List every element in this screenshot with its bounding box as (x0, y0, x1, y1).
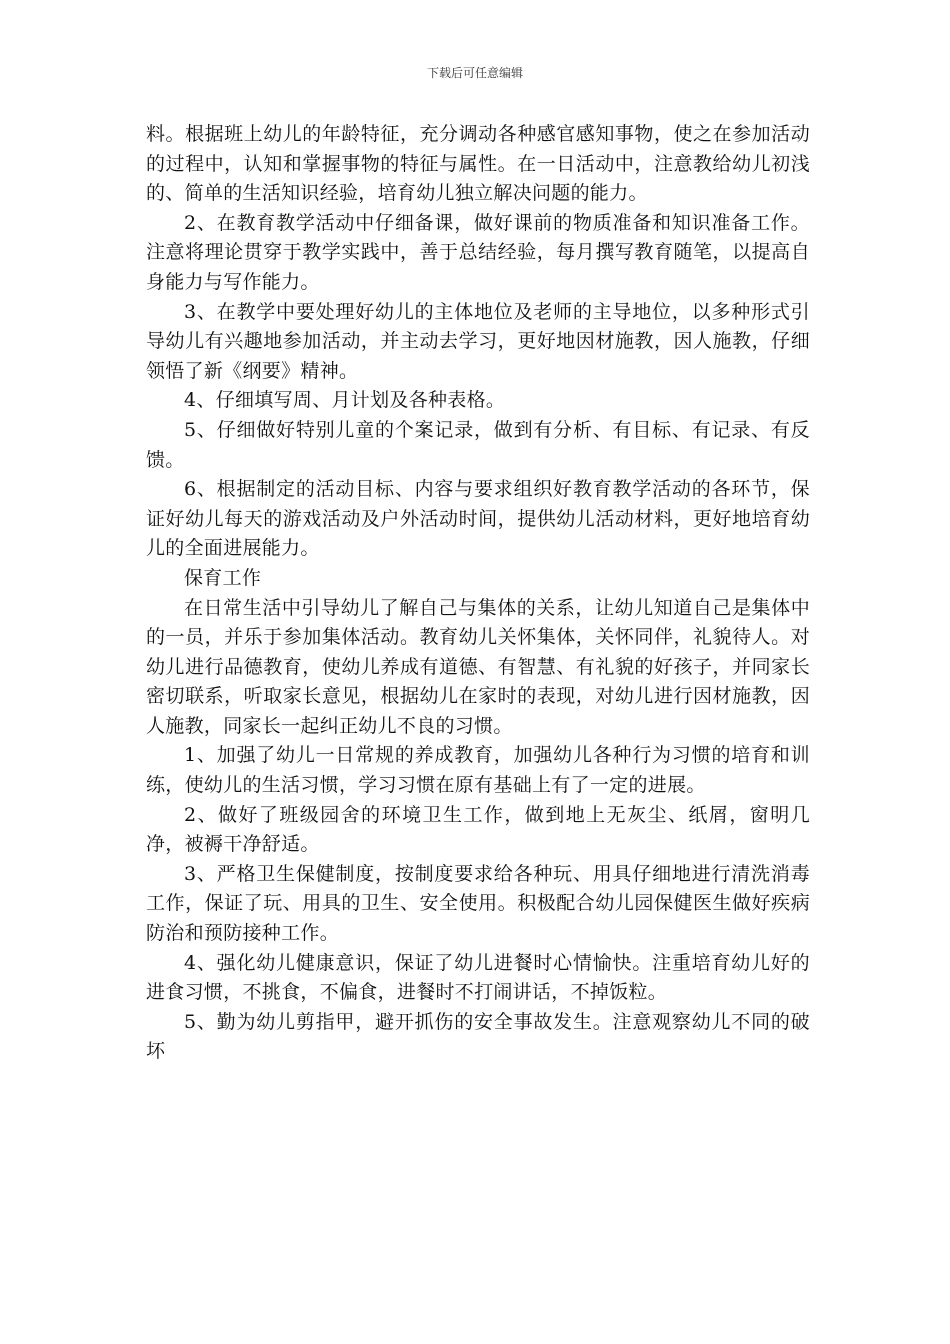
paragraph: 5、仔细做好特别儿童的个案记录，做到有分析、有目标、有记录、有反馈。 (146, 418, 810, 471)
paragraph: 4、强化幼儿健康意识，保证了幼儿进餐时心情愉快。注重培育幼儿好的进食习惯，不挑食，不偏食，进餐时不打闹讲话，不掉饭粒。 (146, 951, 810, 1004)
paragraph: 料。根据班上幼儿的年龄特征，充分调动各种感官感知事物，使之在参加活动的过程中，认知和掌握事物的特征与属性。在一日活动中，注意教给幼儿初浅的、简单的生活知识经验，培育幼儿独立解决问题的能力。 (146, 123, 810, 205)
paragraph: 1、加强了幼儿一日常规的养成教育，加强幼儿各种行为习惯的培育和训练，使幼儿的生活习惯，学习习惯在原有基础上有了一定的进展。 (146, 744, 810, 797)
paragraph: 2、做好了班级园舍的环境卫生工作，做到地上无灰尘、纸屑，窗明几净，被褥干净舒适。 (146, 803, 810, 856)
paragraph: 在日常生活中引导幼儿了解自己与集体的关系，让幼儿知道自己是集体中的一员，并乐于参加集体活动。教育幼儿关怀集体，关怀同伴，礼貌待人。对幼儿进行品德教育，使幼儿养成有道德、有智慧、有礼貌的好孩子，并同家长密切联系，听取家长意见，根据幼儿在家时的表现，对幼儿进行因材施教，因人施教，同家长一起纠正幼儿不良的习惯。 (146, 596, 810, 737)
paragraph: 4、仔细填写周、月计划及各种表格。 (184, 389, 506, 412)
page-header: 下载后可任意编辑 (426, 66, 523, 80)
paragraph: 2、在教育教学活动中仔细备课，做好课前的物质准备和知识准备工作。注意将理论贯穿于教学实践中，善于总结经验，每月撰写教育随笔，以提高自身能力与写作能力。 (146, 211, 810, 293)
paragraph: 6、根据制定的活动目标、内容与要求组织好教育教学活动的各环节，保证好幼儿每天的游戏活动及户外活动时间，提供幼儿活动材料，更好地培育幼儿的全面进展能力。 (146, 478, 810, 560)
paragraph: 3、在教学中要处理好幼儿的主体地位及老师的主导地位，以多种形式引导幼儿有兴趣地参加活动，并主动去学习，更好地因材施教，因人施教，仔细领悟了新《纲要》精神。 (146, 300, 810, 382)
section-heading: 保育工作 (184, 566, 262, 589)
paragraph: 3、严格卫生保健制度，按制度要求给各种玩、用具仔细地进行清洗消毒工作，保证了玩、用具的卫生、安全使用。积极配合幼儿园保健医生做好疾病防治和预防接种工作。 (146, 862, 810, 945)
paragraph: 5、勤为幼儿剪指甲，避开抓伤的安全事故发生。注意观察幼儿不同的破坏 (146, 1010, 810, 1063)
document-body (146, 120, 810, 1067)
